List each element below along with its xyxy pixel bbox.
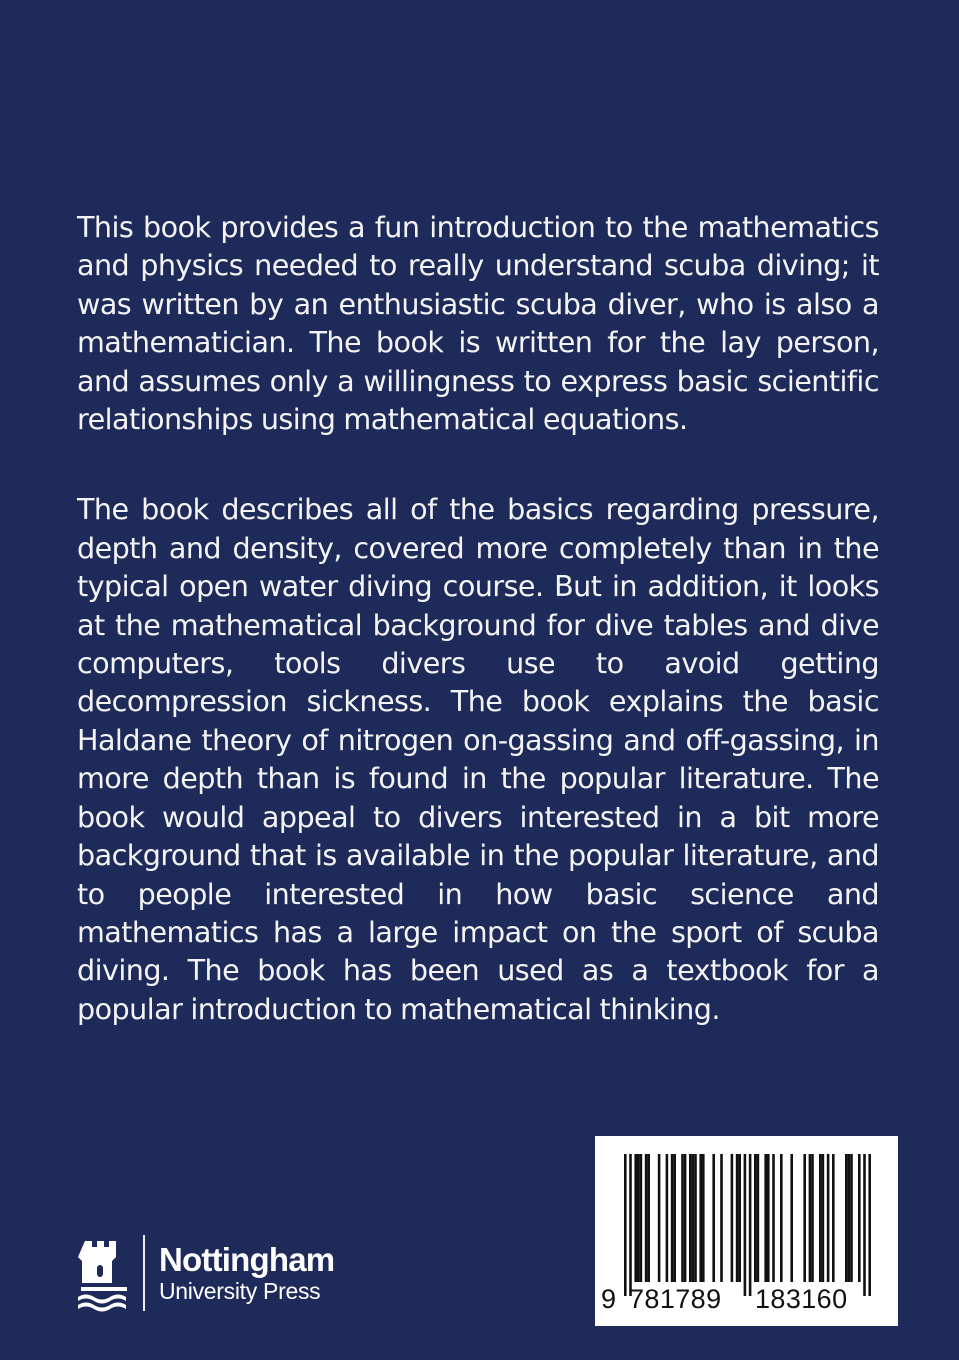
barcode-bar bbox=[845, 1154, 848, 1282]
barcode-bar bbox=[624, 1154, 627, 1296]
barcode-bar bbox=[634, 1154, 637, 1282]
barcode-digits-left: 781789 bbox=[629, 1284, 722, 1314]
barcode-bar bbox=[744, 1154, 747, 1296]
barcode-bar bbox=[731, 1154, 734, 1282]
barcode-bar bbox=[658, 1154, 661, 1282]
barcode-bar bbox=[767, 1154, 770, 1282]
blurb-paragraph-2: The book describes all of the basics regarding pressure, depth and density, covered more completely than in the typical open water diving course. But in addition, it looks at the mathematical background for dive tables and dive computers, tools divers use to avoid getting decompression sickness. The book explains the basic Haldane theory of nitrogen on-gassing and off-gassing, in more depth than is found in the popular literature. The book would appeal to divers interested in a bit more background that is available in the popular literature, and to people interested in how basic science and mathematics has a large impact on the sport of scuba diving. The book has been used as a textbook for a popular introduction to mathematical thinking. bbox=[77, 492, 879, 1026]
barcode-bar bbox=[780, 1154, 783, 1282]
barcode-bar bbox=[850, 1154, 853, 1282]
isbn-barcode bbox=[595, 1136, 898, 1326]
barcode-bar bbox=[822, 1154, 825, 1282]
back-cover-blurb bbox=[77, 208, 879, 1028]
castle-tower-icon bbox=[75, 1233, 133, 1313]
barcode-bar bbox=[827, 1154, 830, 1282]
barcode-bar bbox=[645, 1154, 648, 1282]
publisher-logo bbox=[75, 1233, 334, 1313]
barcode-bar bbox=[666, 1154, 669, 1282]
barcode-bar bbox=[811, 1154, 814, 1282]
barcode-bar bbox=[757, 1154, 760, 1282]
barcode-bar bbox=[629, 1154, 632, 1296]
barcode-bar bbox=[702, 1154, 705, 1282]
barcode-bar bbox=[637, 1154, 640, 1282]
barcode-digits-right: 183160 bbox=[755, 1284, 848, 1314]
barcode-bar bbox=[863, 1154, 866, 1296]
barcode-bar bbox=[790, 1154, 793, 1282]
barcode-bar bbox=[749, 1154, 752, 1296]
barcode-bar bbox=[848, 1154, 851, 1282]
barcode-bar bbox=[692, 1154, 695, 1282]
barcode-bar bbox=[694, 1154, 697, 1282]
barcode-bar bbox=[712, 1154, 715, 1282]
barcode-bar bbox=[689, 1154, 692, 1282]
barcode-bar bbox=[819, 1154, 822, 1282]
barcode-bar bbox=[858, 1154, 861, 1282]
publisher-subtitle: University Press bbox=[159, 1278, 321, 1304]
blurb-paragraph-1: This book provides a fun introduction to the mathematics and physics needed to really understand scuba diving; it was written by an enthusiastic scuba diver, who is also a mathematician. The book is written for the lay person, and assumes only a willingness to express basic scientific relationships using mathematical equations. bbox=[77, 210, 879, 437]
publisher-name: Nottingham bbox=[159, 1241, 335, 1278]
barcode-bar bbox=[684, 1154, 687, 1282]
barcode-bar bbox=[764, 1154, 767, 1282]
barcode-bar bbox=[754, 1154, 757, 1282]
logo-divider bbox=[143, 1235, 145, 1311]
barcode-bar bbox=[736, 1154, 739, 1282]
barcode-bar bbox=[809, 1154, 812, 1282]
barcode-bar bbox=[772, 1154, 775, 1282]
barcode-bar bbox=[803, 1154, 806, 1282]
barcode-bar bbox=[681, 1154, 684, 1282]
barcode-bar bbox=[868, 1154, 871, 1296]
barcode-bar bbox=[671, 1154, 674, 1282]
barcode-bar bbox=[640, 1154, 643, 1282]
barcode-bar bbox=[699, 1154, 702, 1282]
barcode-bar bbox=[673, 1154, 676, 1282]
barcode-bar bbox=[647, 1154, 650, 1282]
barcode-bar bbox=[720, 1154, 723, 1282]
barcode-bar bbox=[738, 1154, 741, 1282]
barcode-bar bbox=[832, 1154, 835, 1282]
barcode-digit-first: 9 bbox=[601, 1284, 617, 1314]
